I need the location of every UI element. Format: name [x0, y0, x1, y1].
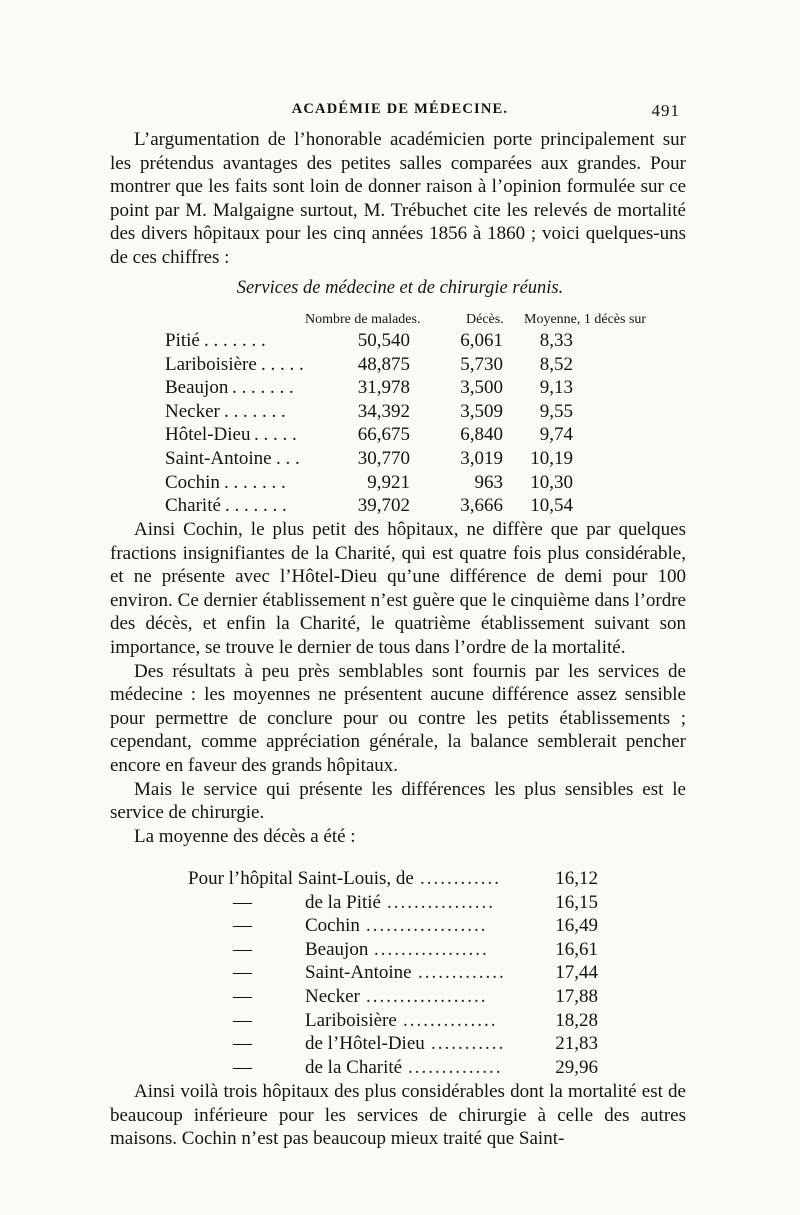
hospital-name: Beaujon	[165, 377, 229, 399]
surgery-hospital-label: Lariboisière	[305, 1009, 397, 1031]
surgery-list	[0, 868, 800, 1080]
surgery-row	[0, 892, 800, 916]
hospital-name: Saint-Antoine	[165, 447, 272, 469]
hospital-name: Charité	[165, 495, 221, 517]
mortality-table	[0, 330, 800, 519]
surgery-row	[0, 986, 800, 1010]
malades-value: 9,921	[367, 471, 410, 493]
deces-value: 3,019	[460, 447, 503, 469]
surgery-moyenne-value: 16,12	[555, 868, 598, 889]
dot-leader: . . . . .	[254, 424, 297, 446]
header-moyenne: Moyenne, 1 décès sur	[524, 312, 647, 327]
table-row	[0, 424, 800, 448]
surgery-row	[0, 1010, 800, 1034]
middle-text	[110, 518, 686, 848]
hospital-name: Pitié	[165, 330, 200, 351]
paragraph-closing: Ainsi voilà trois hôpitaux des plus considérables dont la mortalité est de beaucoup inférieure pour les services de chirurgie à celle des autres maisons. Cochin n’est pas beaucoup mieux traité que Saint-	[110, 1081, 686, 1150]
header-nombre-de-malades: Nombre de malades.	[305, 312, 421, 327]
table-row	[0, 495, 800, 519]
dot-leader: ..............	[408, 1056, 503, 1078]
surgery-row	[0, 1057, 800, 1081]
ditto-dash: —	[233, 938, 252, 960]
dot-leader: .................	[374, 938, 489, 960]
dot-leader: ..............	[403, 1009, 498, 1031]
dot-leader: .............	[418, 962, 506, 984]
dot-leader: ............	[420, 868, 501, 889]
malades-value: 48,875	[357, 353, 410, 375]
hospital-name: Lariboisière	[165, 353, 257, 375]
deces-value: 3,666	[460, 495, 503, 517]
deces-value: 3,509	[460, 400, 503, 422]
surgery-hospital-label: de la Pitié	[305, 891, 381, 913]
table-row	[0, 448, 800, 472]
ditto-dash: —	[233, 985, 252, 1007]
surgery-hospital-label: de la Charité	[305, 1056, 403, 1078]
surgery-hospital-label: Saint-Antoine	[305, 962, 412, 984]
ditto-dash: —	[233, 915, 252, 937]
moyenne-value: 9,13	[539, 377, 573, 399]
paragraph-medecine: Des résultats à peu près semblables sont fournis par les services de médecine : les moyennes ne présentent aucune différence assez sensible pour permettre de conclure pour ou contre les petits établissements ; cependant, comme appréciation générale, la balance semblerait pencher encore en faveur des grands hôpitaux.	[110, 660, 686, 776]
paragraph-moyenne: La moyenne des décès a été :	[134, 825, 356, 847]
deces-value: 3,500	[460, 377, 503, 399]
surgery-moyenne-value: 16,61	[555, 938, 598, 960]
ditto-dash: —	[233, 962, 252, 984]
dot-leader: . . . . . . .	[232, 377, 294, 399]
dot-leader: ..................	[366, 985, 488, 1007]
malades-value: 30,770	[357, 447, 410, 469]
surgery-moyenne-value: 16,15	[555, 891, 598, 913]
surgery-moyenne-value: 17,44	[555, 962, 598, 984]
surgery-hospital-label: Necker	[305, 985, 360, 1007]
deces-value: 963	[474, 471, 503, 493]
dot-leader: . . . . . . .	[224, 400, 286, 422]
moyenne-value: 10,54	[530, 495, 573, 517]
surgery-moyenne-value: 21,83	[555, 1033, 598, 1055]
ditto-dash: —	[233, 1033, 252, 1055]
paragraph-chirurgie: Mais le service qui présente les différences les plus sensibles est le service de chirurgie.	[110, 778, 686, 824]
dot-leader: . . . . . . .	[224, 471, 286, 493]
hospital-name: Hôtel-Dieu	[165, 424, 251, 446]
dot-leader: ..................	[366, 915, 488, 937]
surgery-moyenne-value: 29,96	[555, 1056, 598, 1078]
surgery-moyenne-value: 18,28	[555, 1009, 598, 1031]
table-row	[0, 377, 800, 401]
surgery-moyenne-value: 17,88	[555, 985, 598, 1007]
moyenne-value: 10,30	[530, 471, 573, 493]
malades-value: 34,392	[357, 400, 410, 422]
header-deces: Décès.	[466, 312, 504, 327]
dot-leader: ...........	[431, 1033, 506, 1055]
table-row	[0, 401, 800, 425]
malades-value: 50,540	[357, 330, 410, 351]
surgery-row	[0, 962, 800, 986]
closing-text	[110, 1080, 686, 1151]
surgery-hospital-label: Beaujon	[305, 938, 369, 960]
moyenne-value: 8,52	[539, 353, 573, 375]
table-row	[0, 330, 800, 354]
surgery-row	[0, 939, 800, 963]
moyenne-value: 8,33	[539, 330, 573, 351]
deces-value: 6,840	[460, 424, 503, 446]
surgery-hospital-label: de l’Hôtel-Dieu	[305, 1033, 425, 1055]
dot-leader: . . . . . . .	[225, 495, 287, 517]
table-header-row	[0, 312, 800, 330]
surgery-row	[0, 868, 800, 892]
ditto-dash: —	[233, 891, 252, 913]
table-title: Services de médecine et de chirurgie réunis.	[236, 278, 564, 298]
deces-value: 6,061	[460, 330, 503, 351]
running-head	[0, 101, 800, 125]
running-title: ACADÉMIE DE MÉDECINE.	[291, 101, 509, 117]
surgery-hospital-label: Pour l’hôpital Saint-Louis, de	[188, 868, 414, 889]
ditto-dash: —	[233, 1056, 252, 1078]
intro-text	[110, 128, 686, 270]
moyenne-value: 9,55	[539, 400, 573, 422]
surgery-moyenne-value: 16,49	[555, 915, 598, 937]
deces-value: 5,730	[460, 353, 503, 375]
paragraph-cochin: Ainsi Cochin, le plus petit des hôpitaux, ne diffère que par quelques fractions insignifiantes de la Charité, qui est quatre fois plus considérable, et ne présente avec l’Hôtel-Dieu qu’une différence de demi pour 100 environ. Ce dernier établissement n’est guère que le cinquième dans l’ordre des décès, et enfin la Charité, le quatrième établissement suivant son importance, se trouve le dernier de tous dans l’ordre de la mortalité.	[110, 519, 686, 658]
table-row	[0, 472, 800, 496]
dot-leader: . . . . . . .	[204, 330, 266, 351]
dot-leader: ................	[387, 891, 495, 913]
ditto-dash: —	[233, 1009, 252, 1031]
hospital-name: Cochin	[165, 471, 220, 493]
malades-value: 39,702	[357, 495, 410, 517]
moyenne-value: 10,19	[530, 447, 573, 469]
dot-leader: . . . . .	[261, 353, 304, 375]
dot-leader: . . .	[276, 447, 300, 469]
paragraph-intro: L’argumentation de l’honorable académicien porte principalement sur les prétendus avantages des petites salles comparées aux grandes. Pour montrer que les faits sont loin de donner raison à l’opinion formulée sur ce point par M. Malgaigne surtout, M. Trébuchet cite les relevés de mortalité des divers hôpitaux pour les cinq années 1856 à 1860 ; voici quelques-uns de ces chiffres :	[110, 129, 686, 268]
malades-value: 31,978	[357, 377, 410, 399]
surgery-row	[0, 1033, 800, 1057]
moyenne-value: 9,74	[539, 424, 573, 446]
surgery-hospital-label: Cochin	[305, 915, 360, 937]
hospital-name: Necker	[165, 400, 220, 422]
page-number: 491	[651, 101, 680, 120]
surgery-row	[0, 915, 800, 939]
table-row	[0, 354, 800, 378]
malades-value: 66,675	[357, 424, 410, 446]
